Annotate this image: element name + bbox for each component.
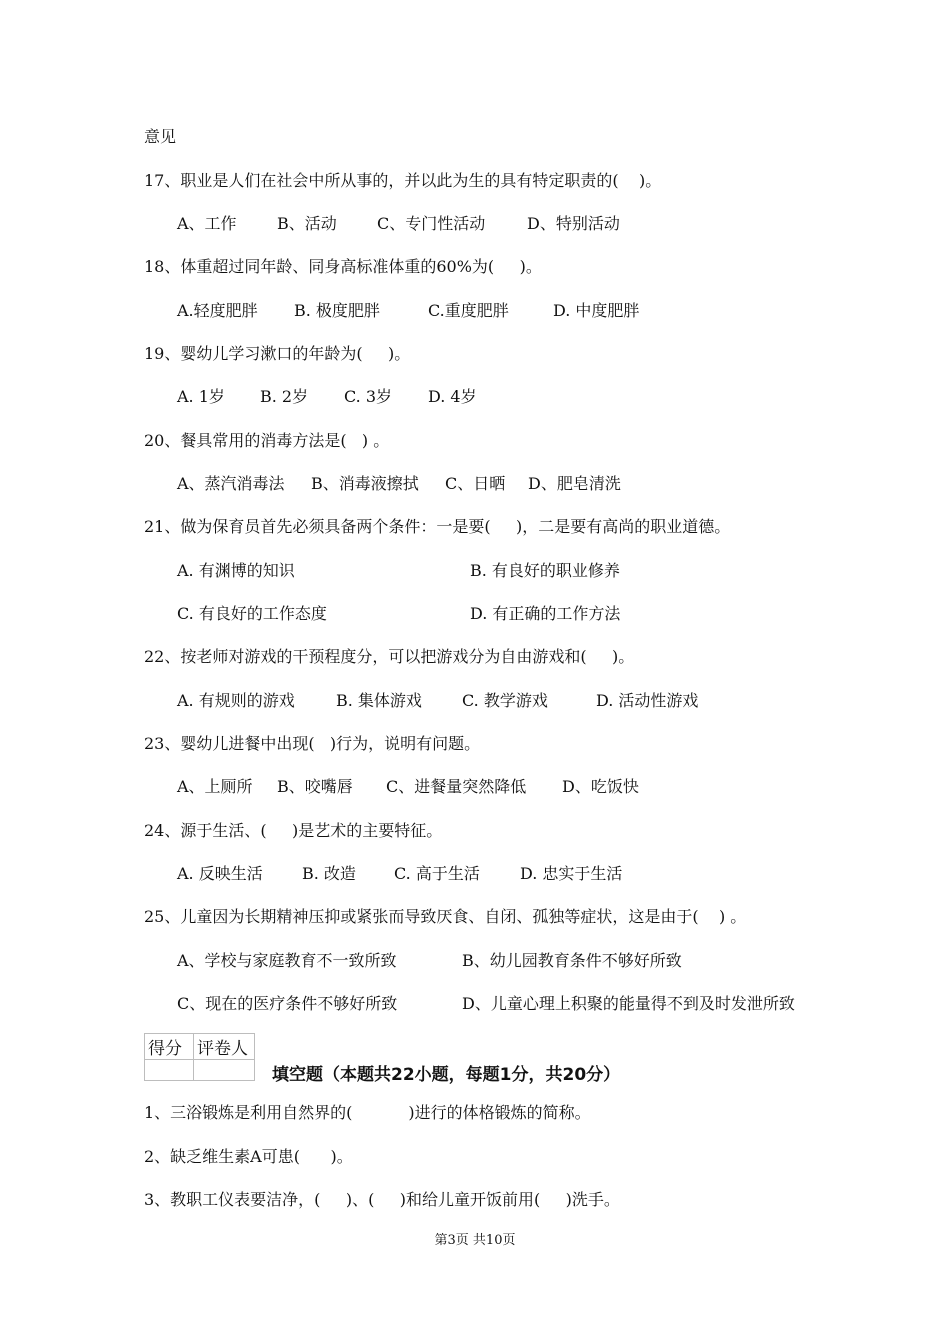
q19-option-d: D. 4岁 <box>428 387 477 406</box>
q17-option-a: A、工作 <box>177 214 237 233</box>
q17-option-b: B、活动 <box>277 214 337 233</box>
q21-option-c: C. 有良好的工作态度 <box>177 604 327 623</box>
question-19: 19、婴幼儿学习漱口的年龄为( )。 <box>144 344 411 363</box>
q24-option-d: D. 忠实于生活 <box>520 864 623 883</box>
q20-option-d: D、肥皂清洗 <box>528 474 621 493</box>
q23-option-a: A、上厕所 <box>177 777 253 796</box>
q18-option-b: B. 极度肥胖 <box>294 301 380 320</box>
q17-option-c: C、专门性活动 <box>377 214 486 233</box>
score-table <box>144 1033 255 1081</box>
q22-option-c: C. 教学游戏 <box>462 691 548 710</box>
q25-option-d: D、儿童心理上积聚的能量得不到及时发泄所致 <box>462 994 795 1013</box>
q20-option-c: C、日晒 <box>445 474 506 493</box>
q25-option-c: C、现在的医疗条件不够好所致 <box>177 994 398 1013</box>
q18-option-c: C.重度肥胖 <box>428 301 509 320</box>
q25-option-a: A、学校与家庭教育不一致所致 <box>177 951 397 970</box>
q21-option-b: B. 有良好的职业修养 <box>470 561 620 580</box>
q18-option-a: A.轻度肥胖 <box>177 301 258 320</box>
question-22: 22、按老师对游戏的干预程度分，可以把游戏分为自由游戏和( )。 <box>144 647 635 666</box>
q21-option-a: A. 有渊博的知识 <box>177 561 295 580</box>
q25-option-b: B、幼儿园教育条件不够好所致 <box>462 951 682 970</box>
q22-option-a: A. 有规则的游戏 <box>177 691 295 710</box>
section-title: 填空题（本题共22小题，每题1分，共20分） <box>272 1065 621 1085</box>
q23-option-d: D、吃饭快 <box>562 777 639 796</box>
q20-option-a: A、蒸汽消毒法 <box>177 474 285 493</box>
q19-option-c: C. 3岁 <box>344 387 393 406</box>
q24-option-a: A. 反映生活 <box>177 864 263 883</box>
question-18: 18、体重超过同年龄、同身高标准体重的60%为( )。 <box>144 257 542 276</box>
q20-option-b: B、消毒液擦拭 <box>311 474 419 493</box>
fill-question-3: 3、教职工仪表要洁净，( )、( )和给儿童开饭前用( )洗手。 <box>144 1190 620 1209</box>
question-21: 21、做为保育员首先必须具备两个条件：一是要( )，二是要有高尚的职业道德。 <box>144 517 731 536</box>
question-25: 25、儿童因为长期精神压抑或紧张而导致厌食、自闭、孤独等症状，这是由于( ) 。 <box>144 907 747 926</box>
q17-option-d: D、特别活动 <box>527 214 620 233</box>
question-17: 17、职业是人们在社会中所从事的，并以此为生的具有特定职责的( )。 <box>144 171 662 190</box>
question-24: 24、源于生活、( )是艺术的主要特征。 <box>144 821 443 840</box>
question-23: 23、婴幼儿进餐中出现( )行为，说明有问题。 <box>144 734 481 753</box>
q21-option-d: D. 有正确的工作方法 <box>470 604 621 623</box>
q22-option-b: B. 集体游戏 <box>336 691 422 710</box>
page-footer: 第3页 共10页 <box>434 1233 516 1248</box>
grader-header: 评卷人 <box>194 1034 255 1060</box>
question-20: 20、餐具常用的消毒方法是( ) 。 <box>144 431 390 450</box>
q19-option-b: B. 2岁 <box>260 387 309 406</box>
q24-option-b: B. 改造 <box>302 864 356 883</box>
fill-question-1: 1、三浴锻炼是利用自然界的( )进行的体格锻炼的简称。 <box>144 1103 591 1122</box>
q23-option-c: C、进餐量突然降低 <box>386 777 527 796</box>
q19-option-a: A. 1岁 <box>177 387 225 406</box>
score-header: 得分 <box>145 1034 194 1060</box>
grader-cell <box>194 1060 255 1081</box>
q24-option-c: C. 高于生活 <box>394 864 480 883</box>
q23-option-b: B、咬嘴唇 <box>277 777 353 796</box>
q18-option-d: D. 中度肥胖 <box>553 301 640 320</box>
score-cell <box>145 1060 194 1081</box>
lead-text: 意见 <box>144 127 177 146</box>
q22-option-d: D. 活动性游戏 <box>596 691 699 710</box>
fill-question-2: 2、缺乏维生素A可患( )。 <box>144 1147 353 1166</box>
